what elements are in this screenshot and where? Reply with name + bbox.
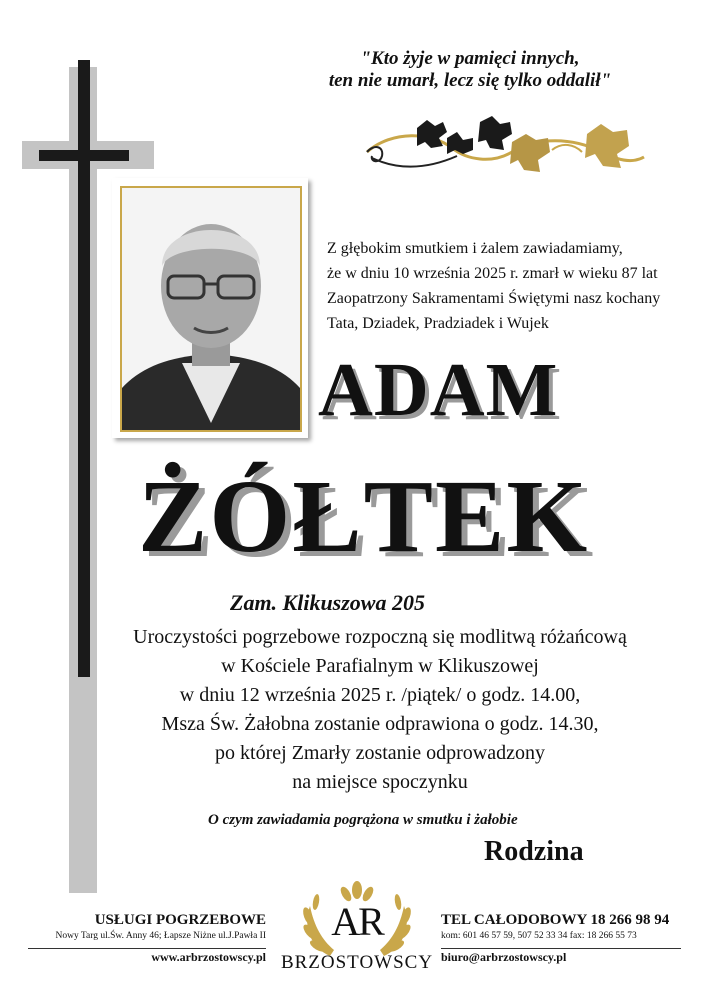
ceremony-details [112,623,648,797]
ceremony-line: Msza Św. Żałobna zostanie odprawiona o godz. 14.30, [161,713,599,735]
ceremony-line: w dniu 12 września 2025 r. /piątek/ o godz. 14.00, [179,684,581,706]
company-name: USŁUGI POGRZEBOWE [94,912,266,928]
ceremony-line: Uroczystości pogrzebowe rozpoczną się modlitwą różańcową [133,626,627,648]
quote-line-1: "Kto żyje w pamięci innych, [360,48,580,69]
footer-divider-left [28,948,266,949]
announcement-line: Z głębokim smutkiem i żalem zawiadamiamy, [327,240,623,257]
family-signature: Rodzina [484,836,584,867]
portrait-photo [120,186,302,432]
quote-line-2: ten nie umarł, lecz się tylko oddalił" [328,70,612,91]
logo-initials: AR [331,899,383,944]
ceremony-line: po której Zmarły zostanie odprowadzony [215,742,545,764]
announcement-line: Tata, Dziadek, Pradziadek i Wujek [327,315,549,332]
logo-name: BRZOSTOWSCY [280,952,434,973]
memorial-quote [260,48,680,92]
phone-number: TEL CAŁODOBOWY 18 266 98 94 [441,912,670,928]
footer-company-info [10,912,266,941]
contact-numbers: kom: 601 46 57 59, 507 52 33 34 fax: 18 266 55 73 [441,931,637,941]
portrait-frame [112,178,308,438]
closing-text: O czym zawiadamia pogrążona w smutku i żałobie [208,812,518,828]
announcement-line: że w dniu 10 września 2025 r. zmarł w wieku 87 lat [327,265,658,282]
deceased-last-name: ŻÓŁTEK [138,459,590,574]
company-logo [272,878,442,988]
ceremony-line: na miejsce spoczynku [292,771,468,793]
announcement-text [327,236,697,336]
branch-addresses: Nowy Targ ul.Św. Anny 46; Łapsze Niżne ul.J.Pawła II [55,931,266,941]
announcement-line: Zaopatrzony Sakramentami Świętymi nasz kochany [327,290,661,307]
deceased-address: Zam. Klikuszowa 205 [230,590,425,615]
deceased-first-name: ADAM [318,348,559,432]
footer-contact-info [441,912,710,941]
vine-ornament-icon [362,112,647,192]
email-link[interactable]: biuro@arbrzostowscy.pl [441,950,567,964]
footer-divider-right [441,948,681,949]
cross-horizontal-bar [39,150,129,161]
portrait-image [122,188,300,430]
website-link[interactable]: www.arbrzostowscy.pl [151,950,266,964]
ceremony-line: w Kościele Parafialnym w Klikuszowej [221,655,539,677]
